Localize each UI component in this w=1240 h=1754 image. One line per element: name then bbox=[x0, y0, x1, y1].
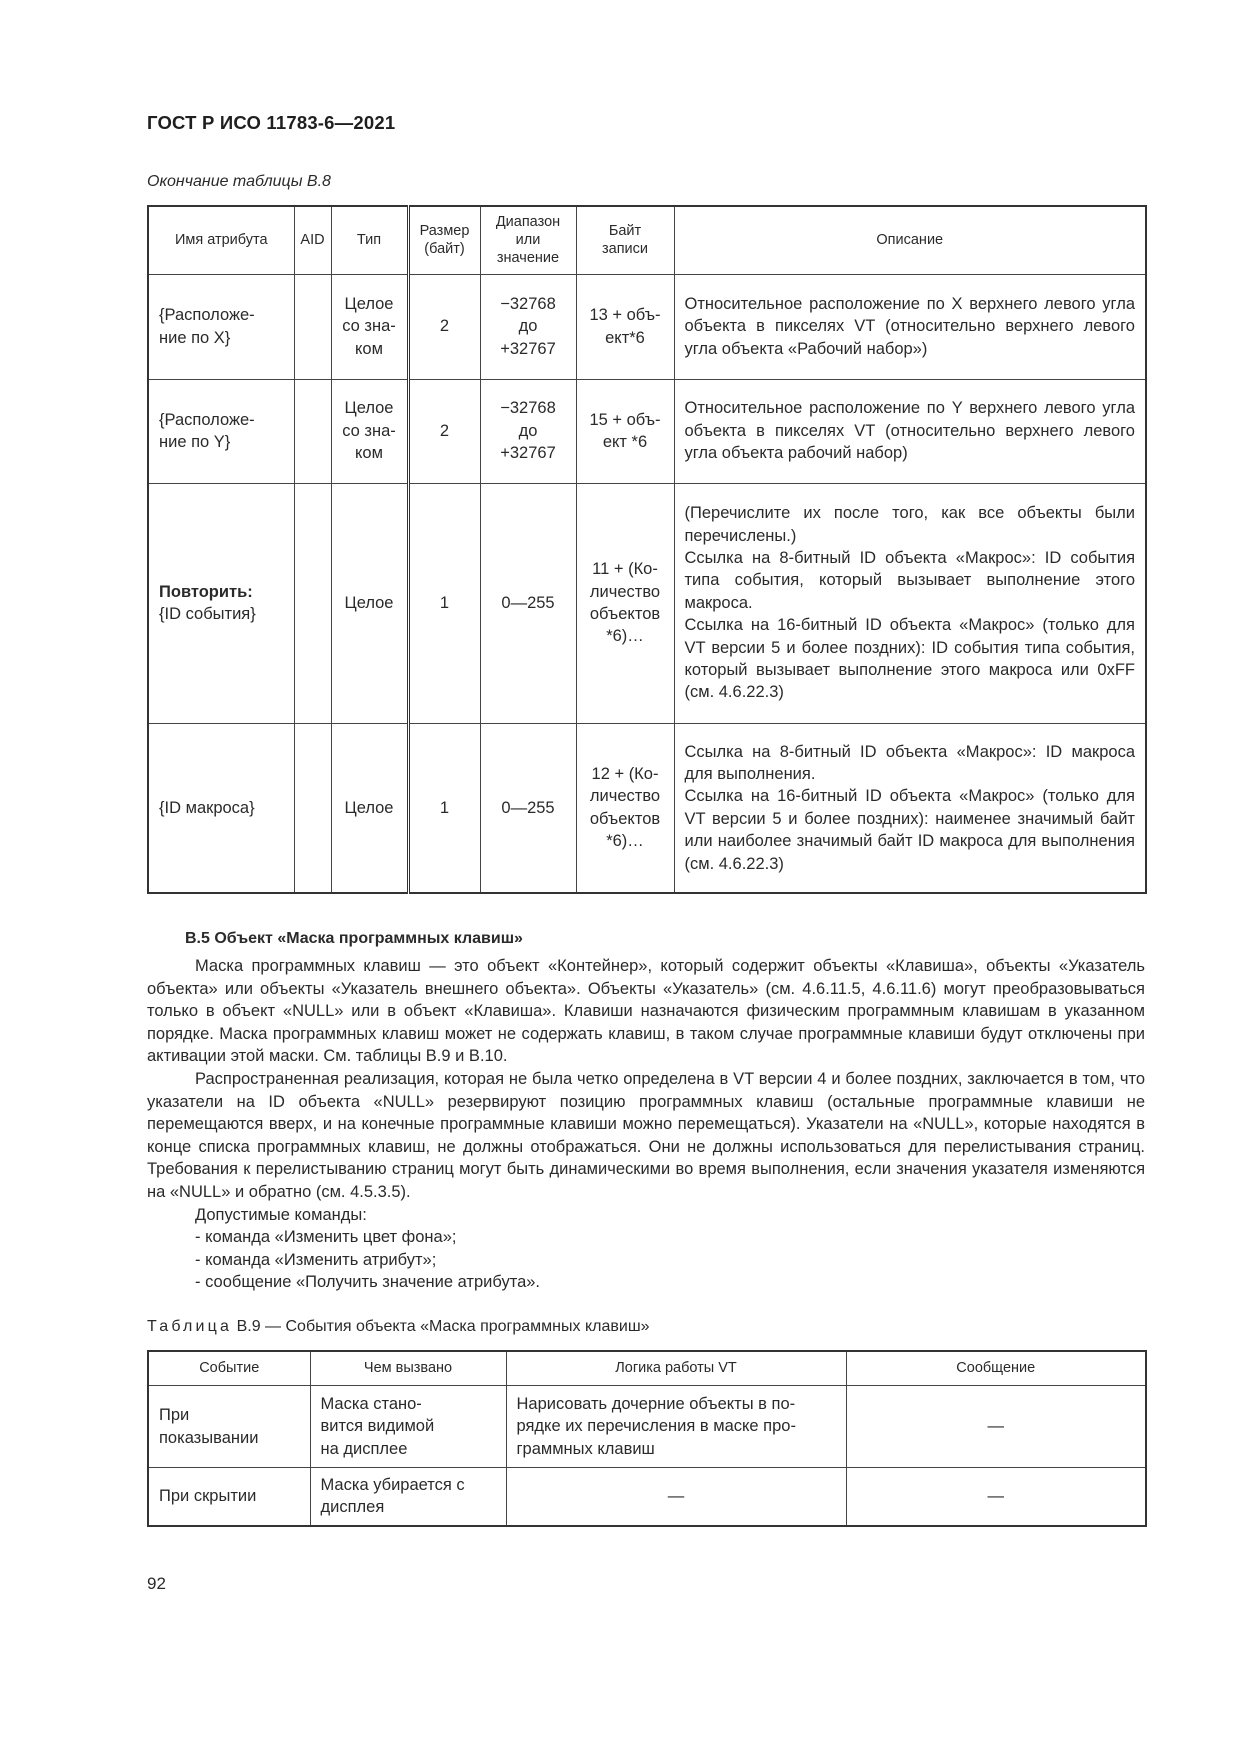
cell-type: Целое со зна- ком bbox=[331, 274, 408, 379]
cell-description: Относительное расположение по X верхнего левого угла объекта в пикселях VT (относительно верхнего левого угла объекта «Рабочий набор») bbox=[674, 274, 1146, 379]
cell-type: Целое bbox=[331, 483, 408, 723]
table-b9 bbox=[147, 1350, 1147, 1527]
cell-record-byte: 12 + (Ко- личество объектов *6)… bbox=[576, 723, 674, 893]
cell-cause: Маска стано- вится видимой на дисплее bbox=[310, 1386, 506, 1468]
cell-size: 2 bbox=[408, 379, 480, 483]
cell-aid bbox=[294, 379, 331, 483]
header-cause: Чем вызвано bbox=[310, 1351, 506, 1386]
list-item: - команда «Изменить атрибут»; bbox=[195, 1250, 437, 1269]
cell-attribute-name: {ID макроса} bbox=[148, 723, 294, 893]
table-row bbox=[148, 723, 1146, 893]
cell-record-byte: 11 + (Ко- личество объектов *6)… bbox=[576, 483, 674, 723]
cell-aid bbox=[294, 483, 331, 723]
cell-vt-logic: Нарисовать дочерние объекты в по- рядке их перечисления в маске про- граммных клавиш bbox=[506, 1386, 846, 1468]
section-title: В.5 Объект «Маска программных клавиш» bbox=[185, 930, 523, 947]
cell-vt-logic: — bbox=[506, 1468, 846, 1526]
cell-description: (Перечислите их после того, как все объекты были перечислены.) Ссылка на 8-битный ID объекта «Макрос»: ID события типа события, который вызывает выполнение этого макроса. Ссылка на 16-битный ID объекта «Макрос» (только для VT версии 5 и более поздних): ID события типа события, который вызывает выполнение этого макроса или 0xFF (см. 4.6.22.3) bbox=[674, 483, 1146, 723]
cell-message: — bbox=[846, 1386, 1146, 1468]
cell-aid bbox=[294, 723, 331, 893]
cell-aid bbox=[294, 274, 331, 379]
table-row bbox=[148, 1386, 1146, 1468]
table-row bbox=[148, 1468, 1146, 1526]
cell-description: Относительное расположение по Y верхнего левого угла объекта в пикселях VT (относительно верхнего левого угла объекта рабочий набор) bbox=[674, 379, 1146, 483]
table-row bbox=[148, 274, 1146, 379]
standard-header: ГОСТ Р ИСО 11783-6—2021 bbox=[147, 112, 396, 133]
cell-message: — bbox=[846, 1468, 1146, 1526]
cell-attribute-name: {Расположе- ние по X} bbox=[148, 274, 294, 379]
cell-size: 1 bbox=[408, 723, 480, 893]
header-type: Тип bbox=[331, 206, 408, 274]
cell-attribute-name: Повторить: {ID события} bbox=[148, 483, 294, 723]
table-b8-caption: Окончание таблицы В.8 bbox=[147, 173, 331, 190]
header-message: Сообщение bbox=[846, 1351, 1146, 1386]
cell-size: 2 bbox=[408, 274, 480, 379]
cell-event: При скрытии bbox=[148, 1468, 310, 1526]
paragraph: Распространенная реализация, которая не была четко определена в VT версии 4 и более поздних, заключается в том, что указатели на ID объекта «NULL» резервируют позицию программных клавиш (остальные программные клавиши не перемещаются вверх, и на конечные программные клавиши можно перемещаться). Указатели на «NULL», которые находятся в конце списка программных клавиш, не должны отображаться. Они не должны использоваться для перелистывания страниц. Требования к перелистыванию страниц могут быть динамическими во время выполнения, если значения указателя изменяются на «NULL» и обратно (см. 4.5.3.5). bbox=[147, 1069, 1145, 1201]
table-b8 bbox=[147, 205, 1147, 894]
table-b9-header-row bbox=[148, 1351, 1146, 1386]
page-number: 92 bbox=[147, 1574, 166, 1593]
cell-record-byte: 13 + объ- ект*6 bbox=[576, 274, 674, 379]
cell-event: При показывании bbox=[148, 1386, 310, 1468]
header-event: Событие bbox=[148, 1351, 310, 1386]
header-size: Размер (байт) bbox=[408, 206, 480, 274]
list-item: - команда «Изменить цвет фона»; bbox=[195, 1228, 457, 1247]
header-attribute-name: Имя атрибута bbox=[148, 206, 294, 274]
table-row bbox=[148, 379, 1146, 483]
cell-range: −32768 до +32767 bbox=[480, 274, 576, 379]
cell-size: 1 bbox=[408, 483, 480, 723]
cell-attribute-name: {Расположе- ние по Y} bbox=[148, 379, 294, 483]
header-record-byte: Байт записи bbox=[576, 206, 674, 274]
cell-description: Ссылка на 8-битный ID объекта «Макрос»: ID макроса для выполнения. Ссылка на 16-битный ID объекта «Макрос» (только для VT версии 5 и более поздних): наименее значимый байт или наиболее значимый байт ID макроса для выполнения (см. 4.6.22.3) bbox=[674, 723, 1146, 893]
paragraph: Допустимые команды: bbox=[195, 1205, 367, 1224]
cell-type: Целое со зна- ком bbox=[331, 379, 408, 483]
cell-cause: Маска убирается с дисплея bbox=[310, 1468, 506, 1526]
cell-range: 0—255 bbox=[480, 723, 576, 893]
paragraph: Маска программных клавиш — это объект «Контейнер», который содержит объекты «Клавиша», объекты «Указатель объекта» или объекты «Указатель внешнего объекта». Объекты «Указатель» (см. 4.6.11.5, 4.6.11.6) могут преобразовываться только в объект «NULL» или в объект «Клавиша». Клавиши назначаются физическим программным клавишам в указанном порядке. Маска программных клавиш может не содержать клавиш, в таком случае программные клавиши будут отключены при активации этой маски. См. таблицы В.9 и В.10. bbox=[147, 957, 1145, 1066]
list-item: - сообщение «Получить значение атрибута». bbox=[195, 1273, 541, 1292]
header-description: Описание bbox=[674, 206, 1146, 274]
cell-record-byte: 15 + объ- ект *6 bbox=[576, 379, 674, 483]
table-row bbox=[148, 483, 1146, 723]
section-body bbox=[147, 955, 1145, 1294]
header-range: Диапазон или значение bbox=[480, 206, 576, 274]
cell-type: Целое bbox=[331, 723, 408, 893]
table-b9-caption: Таблица В.9 — События объекта «Маска программных клавиш» bbox=[147, 1318, 650, 1335]
header-vt-logic: Логика работы VT bbox=[506, 1351, 846, 1386]
header-aid: AID bbox=[294, 206, 331, 274]
table-b8-header-row bbox=[148, 206, 1146, 274]
cell-range: 0—255 bbox=[480, 483, 576, 723]
cell-range: −32768 до +32767 bbox=[480, 379, 576, 483]
